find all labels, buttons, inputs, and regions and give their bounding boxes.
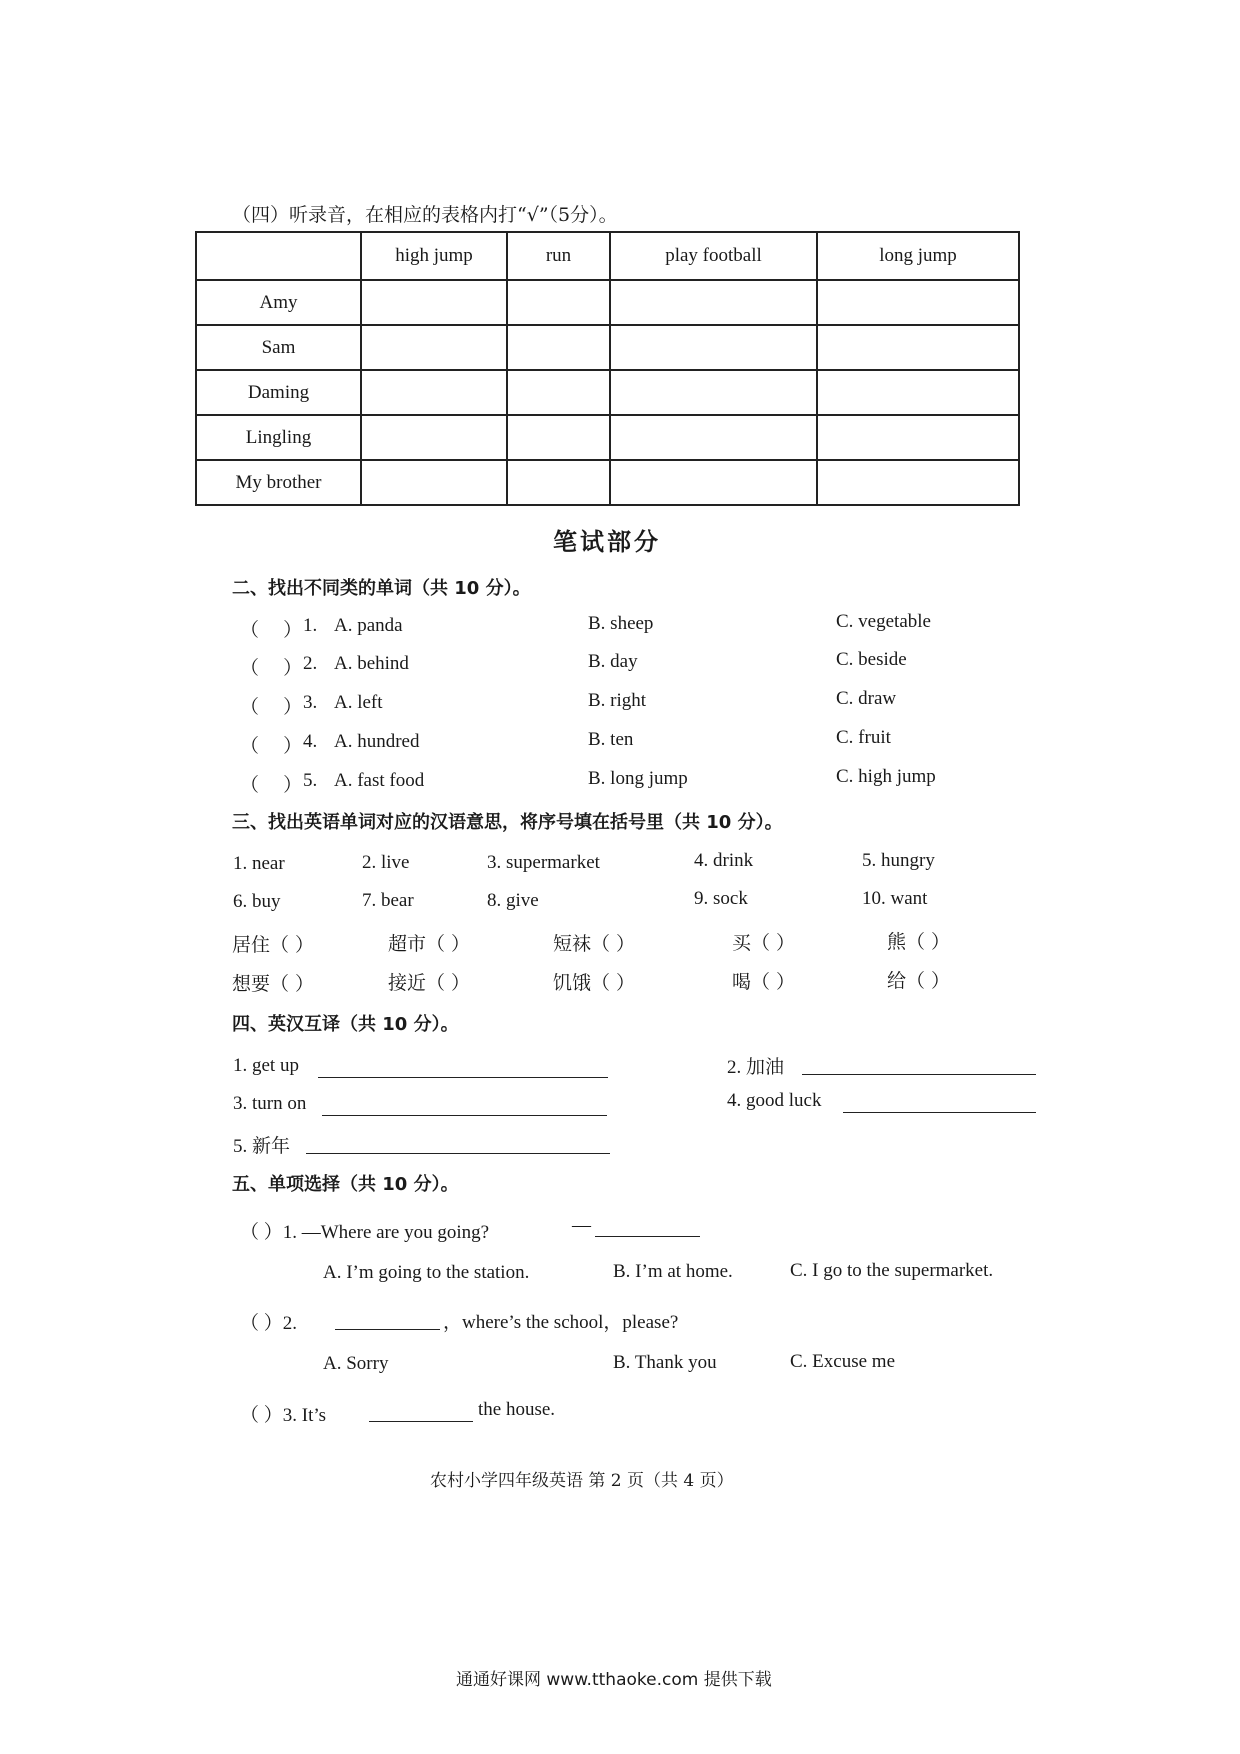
word-item: 2. live bbox=[362, 852, 410, 873]
table-header-cell: play football bbox=[610, 232, 817, 280]
option-b: B. ten bbox=[588, 729, 634, 750]
answer-line[interactable] bbox=[802, 1074, 1036, 1075]
meaning-blank[interactable]: 超市（ ） bbox=[388, 933, 471, 955]
answer-cell[interactable] bbox=[610, 460, 817, 505]
table-row bbox=[196, 325, 1019, 370]
meaning-blank[interactable]: 熊（ ） bbox=[887, 931, 951, 953]
option-b: B. long jump bbox=[588, 768, 688, 789]
option-b: B. I’m at home. bbox=[613, 1261, 733, 1282]
answer-cell[interactable] bbox=[507, 460, 610, 505]
question-number: 3. bbox=[303, 692, 318, 713]
answer-bracket[interactable]: （ ） bbox=[240, 696, 303, 718]
section3-title: 三、找出英语单词对应的汉语意思，将序号填在括号里（共 10 分）。 bbox=[232, 812, 783, 833]
answer-cell[interactable] bbox=[817, 370, 1019, 415]
meaning-blank[interactable]: 喝（ ） bbox=[732, 971, 796, 993]
page-footer: 农村小学四年级英语 第 2 页（共 4 页） bbox=[430, 1471, 734, 1491]
question-text: （ ）1. —Where are you going? bbox=[240, 1222, 490, 1243]
table-row bbox=[196, 415, 1019, 460]
answer-line[interactable] bbox=[843, 1112, 1036, 1113]
answer-cell[interactable] bbox=[610, 415, 817, 460]
translate-item: 5. 新年 bbox=[233, 1136, 291, 1157]
answer-bracket[interactable]: （ ） bbox=[240, 619, 303, 641]
answer-cell[interactable] bbox=[817, 460, 1019, 505]
section4-title: 四、英汉互译（共 10 分）。 bbox=[232, 1014, 459, 1035]
option-a: A. Sorry bbox=[323, 1353, 389, 1374]
answer-line[interactable] bbox=[369, 1421, 473, 1422]
option-c: C. fruit bbox=[836, 727, 891, 748]
translate-item: 3. turn on bbox=[233, 1093, 307, 1114]
translate-item: 1. get up bbox=[233, 1055, 299, 1076]
written-part-title: 笔试部分 bbox=[553, 528, 661, 556]
translate-item: 4. good luck bbox=[727, 1090, 822, 1111]
option-b: B. day bbox=[588, 651, 638, 672]
answer-line[interactable] bbox=[322, 1115, 607, 1116]
dash: — bbox=[572, 1215, 591, 1236]
answer-line[interactable] bbox=[335, 1329, 440, 1330]
word-item: 1. near bbox=[233, 853, 285, 874]
answer-line[interactable] bbox=[595, 1236, 700, 1237]
answer-cell[interactable] bbox=[361, 460, 507, 505]
option-a: A. panda bbox=[334, 615, 403, 636]
answer-line[interactable] bbox=[306, 1153, 610, 1154]
answer-cell[interactable] bbox=[507, 370, 610, 415]
word-item: 10. want bbox=[862, 888, 928, 909]
table-header-cell: long jump bbox=[817, 232, 1019, 280]
answer-cell[interactable] bbox=[507, 415, 610, 460]
question-number: 4. bbox=[303, 731, 318, 752]
meaning-blank[interactable]: 想要（ ） bbox=[232, 973, 315, 995]
option-a: A. fast food bbox=[334, 770, 425, 791]
word-item: 4. drink bbox=[694, 850, 754, 871]
question-number: 2. bbox=[303, 653, 318, 674]
listening-table bbox=[195, 231, 1020, 506]
download-note: 通通好课网 www.tthaoke.com 提供下载 bbox=[456, 1670, 772, 1690]
row-label: Daming bbox=[196, 370, 361, 415]
row-label: Amy bbox=[196, 280, 361, 325]
listening-title: （四）听录音，在相应的表格内打“√”（5分）。 bbox=[232, 204, 618, 226]
question-number: （ ）2. bbox=[240, 1313, 298, 1334]
question-text: ，where’s the school，please? bbox=[443, 1312, 679, 1333]
meaning-blank[interactable]: 买（ ） bbox=[732, 932, 796, 954]
option-b: B. sheep bbox=[588, 613, 654, 634]
row-label: My brother bbox=[196, 460, 361, 505]
answer-cell[interactable] bbox=[361, 280, 507, 325]
word-item: 3. supermarket bbox=[487, 852, 600, 873]
answer-cell[interactable] bbox=[361, 325, 507, 370]
answer-bracket[interactable]: （ ） bbox=[240, 735, 303, 757]
answer-cell[interactable] bbox=[817, 280, 1019, 325]
answer-bracket[interactable]: （ ） bbox=[240, 657, 303, 679]
word-item: 8. give bbox=[487, 890, 539, 911]
row-label: Sam bbox=[196, 325, 361, 370]
meaning-blank[interactable]: 饥饿（ ） bbox=[553, 972, 636, 994]
answer-cell[interactable] bbox=[610, 325, 817, 370]
answer-cell[interactable] bbox=[507, 325, 610, 370]
meaning-blank[interactable]: 接近（ ） bbox=[388, 972, 471, 994]
table-header-cell bbox=[196, 232, 361, 280]
section5-title: 五、单项选择（共 10 分）。 bbox=[232, 1174, 459, 1195]
word-item: 9. sock bbox=[694, 888, 748, 909]
option-c: C. vegetable bbox=[836, 611, 931, 632]
question-number: （ ）3. It’s bbox=[240, 1405, 327, 1426]
option-c: C. draw bbox=[836, 688, 897, 709]
answer-bracket[interactable]: （ ） bbox=[240, 774, 303, 796]
option-a: A. I’m going to the station. bbox=[323, 1262, 530, 1283]
option-a: A. behind bbox=[334, 653, 409, 674]
option-c: C. beside bbox=[836, 649, 907, 670]
word-item: 5. hungry bbox=[862, 850, 935, 871]
option-c: C. high jump bbox=[836, 766, 936, 787]
option-b: B. Thank you bbox=[613, 1352, 717, 1373]
meaning-blank[interactable]: 给（ ） bbox=[887, 970, 951, 992]
translate-item: 2. 加油 bbox=[727, 1057, 785, 1078]
answer-cell[interactable] bbox=[817, 325, 1019, 370]
question-number: 1. bbox=[303, 615, 318, 636]
answer-cell[interactable] bbox=[610, 280, 817, 325]
word-item: 6. buy bbox=[233, 891, 281, 912]
option-c: C. I go to the supermarket. bbox=[790, 1260, 994, 1281]
table-row bbox=[196, 460, 1019, 505]
question-number: 5. bbox=[303, 770, 318, 791]
question-text: the house. bbox=[478, 1399, 556, 1420]
answer-line[interactable] bbox=[318, 1077, 608, 1078]
table-header-cell: run bbox=[507, 232, 610, 280]
option-a: A. left bbox=[334, 692, 383, 713]
answer-cell[interactable] bbox=[361, 415, 507, 460]
table-row bbox=[196, 370, 1019, 415]
option-c: C. Excuse me bbox=[790, 1351, 896, 1372]
answer-cell[interactable] bbox=[361, 370, 507, 415]
answer-cell[interactable] bbox=[610, 370, 817, 415]
option-a: A. hundred bbox=[334, 731, 420, 752]
table-header-row bbox=[196, 232, 1019, 280]
word-item: 7. bear bbox=[362, 890, 414, 911]
answer-cell[interactable] bbox=[817, 415, 1019, 460]
option-b: B. right bbox=[588, 690, 647, 711]
section2-title: 二、找出不同类的单词（共 10 分）。 bbox=[232, 578, 531, 599]
table-header-cell: high jump bbox=[361, 232, 507, 280]
meaning-blank[interactable]: 短袜（ ） bbox=[553, 933, 636, 955]
answer-cell[interactable] bbox=[507, 280, 610, 325]
table-row bbox=[196, 280, 1019, 325]
row-label: Lingling bbox=[196, 415, 361, 460]
meaning-blank[interactable]: 居住（ ） bbox=[232, 934, 315, 956]
